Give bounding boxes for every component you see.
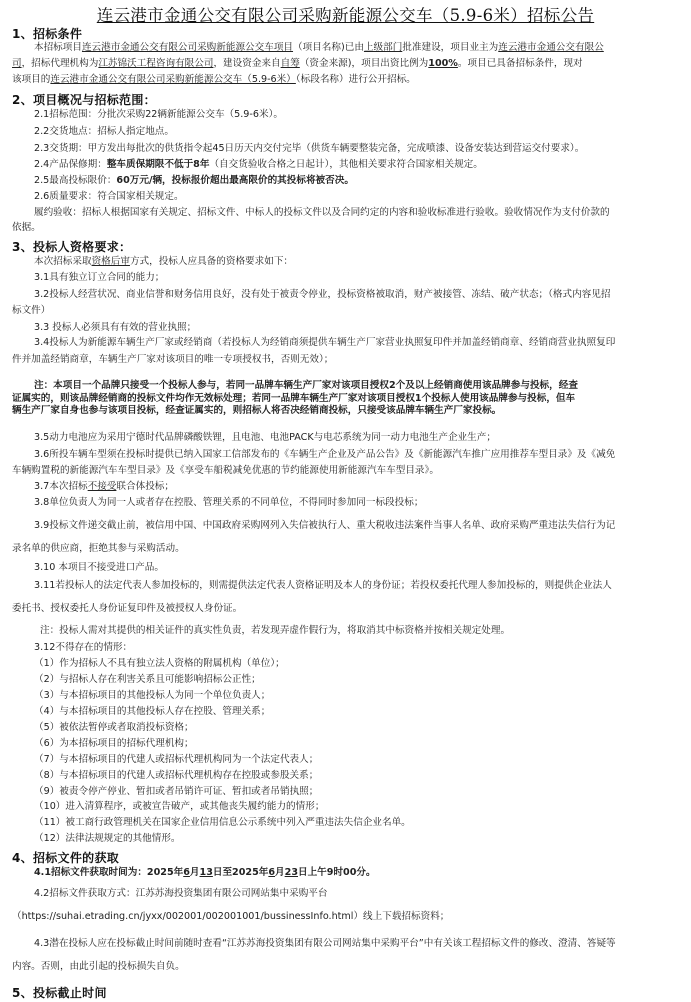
s3-req-3-3: 3.3 投标人必须具有有效的营业执照； — [34, 322, 197, 333]
s3-case-8: （8）与本招标项目的代建人或招标代理机构存在控股或参股关系； — [34, 770, 319, 781]
s3-req-3-11-line-1: 3.11若投标人的法定代表人参加投标的，则需提供法定代表人资格证明及本人的身份证；若投权委托代理人参加投标的，则提供企业法人 — [34, 580, 612, 591]
s2-item-2-6: 2.6质量要求：符合国家相关规定。 — [34, 191, 184, 202]
s4-download-url: （https://suhai.etrading.cn/jyxx/002001/002001001/bussinessInfo.html）线上下载招标资料； — [12, 911, 450, 922]
s2-item-2-2: 2.2交货地点：招标人指定地点。 — [34, 126, 174, 137]
s3-note-authenticity: 注：投标人需对其提供的相关证件的真实性负责，若发现弄虚作假行为，将取消其中标资格并按相关规定处理。 — [40, 625, 511, 636]
s3-note-line-3: 辆生产厂家自身也参与该项目投标，经查证属实的，则招标人将否决经销商投标，只接受该品牌车辆生产厂家投标。 — [12, 405, 502, 416]
s3-req-3-10: 3.10 本项目不接受进口产品。 — [34, 562, 164, 573]
s3-case-3: （3）与本招标项目的其他投标人为同一个单位负责人； — [34, 690, 271, 701]
s3-req-3-2-line-2: 标文件） — [12, 305, 51, 316]
s3-note-line-1: 注：本项目一个品牌只接受一个投标人参与，若同一品牌车辆生产厂家对该项目授权2个及以上经销商使用该品牌参与投标，经查 — [34, 380, 578, 391]
s3-case-11: （11）被工商行政管理机关在国家企业信用信息公示系统中列入严重违法失信企业名单。 — [34, 817, 411, 828]
s2-item-2-5: 2.5最高投标限价：60万元/辆，投标报价超出最高限价的其投标将被否决。 — [34, 175, 354, 186]
s4-item-4-1: 4.1招标文件获取时间为：2025年6月13日至2025年6月23日上午9时00分。 — [34, 867, 376, 878]
s3-req-3-4-line-2: 件并加盖经销商章，车辆生产厂家对该项目的唯一专项授权书，否则无效）； — [12, 354, 334, 365]
s3-req-3-6-line-1: 3.6所投车辆车型须在投标时提供已纳入国家工信部发布的《车辆生产企业及产品公告》及《新能源汽车推广应用推荐车型目录》及《减免 — [34, 449, 616, 460]
s3-case-7: （7）与本招标项目的代建人或招标代理机构同为一个法定代表人； — [34, 754, 319, 765]
s3-case-6: （6）为本招标项目的招标代理机构； — [34, 738, 194, 749]
section-2-heading: 2、项目概况与招标范围： — [12, 93, 156, 107]
s1-line-2: 司，招标代理机构为江苏锦沃工程咨询有限公司，建设资金来自自筹（资金来源)，项目出资比例为100%。项目已具备招标条件，现对 — [12, 58, 583, 69]
section-5-heading: 5、投标截止时间 — [12, 986, 107, 1000]
s4-item-4-3-line-2: 内容。否则，由此引起的投标损失自负。 — [12, 961, 185, 972]
s3-req-3-8: 3.8单位负责人为同一人或者存在控股、管理关系的不同单位，不得同时参加同一标段投标； — [34, 497, 424, 508]
section-1-heading: 1、招标条件 — [12, 27, 83, 41]
s3-case-5: （5）被依法暂停或者取消投标资格； — [34, 722, 194, 733]
s2-item-2-1: 2.1招标范围：分批次采购22辆新能源公交车（5.9-6米）。 — [34, 109, 283, 120]
s3-req-3-6-line-2: 车辆购置税的新能源汽车车型目录》及《享受车船税减免优惠的节约能源使用新能源汽车车型目录》。 — [12, 465, 439, 476]
s3-case-1: （1）作为招标人不具有独立法人资格的附属机构（单位）； — [34, 658, 285, 669]
s3-case-9: （9）被责令停产停业、暂扣或者吊销许可证、暂扣或者吊销执照； — [34, 786, 319, 797]
s2-item-2-4: 2.4产品保修期：整车质保期限不低于8年（自交货验收合格之日起计），其他相关要求符合国家相关规定。 — [34, 159, 483, 170]
s3-case-10: （10）进入清算程序，或被宣告破产，或其他丧失履约能力的情形； — [34, 801, 325, 812]
s2-acceptance-line-2: 依据。 — [12, 222, 41, 233]
s3-case-4: （4）与本招标项目的其他投标人存在控股、管理关系； — [34, 706, 271, 717]
s3-note-line-2: 证属实的，则该品牌经销商的投标文件均作无效标处理；若同一品牌车辆生产厂家对该项目授权1个投标人使用该品牌参与投标，但车 — [12, 393, 576, 404]
s3-req-3-2-line-1: 3.2投标人经营状况、商业信誉和财务信用良好，没有处于被责令停业，投标资格被取消，财产被接管、冻结、破产状态；（格式内容见招 — [34, 289, 611, 300]
s3-case-2: （2）与招标人存在利害关系且可能影响招标公正性； — [34, 674, 261, 685]
s1-line-1: 本招标项目连云港市金通公交有限公司采购新能源公交车项目（项目名称)已由上级部门批准建设，项目业主为连云港市金通公交有限公 — [34, 42, 604, 53]
s1-line-3: 该项目的连云港市金通公交有限公司采购新能源公交车（5.9-6米）（标段名称）进行公开招标。 — [12, 74, 416, 85]
s3-req-3-9-line-1: 3.9投标文件递交截止前，被信用中国、中国政府采购网列入失信被执行人、重大税收违法案件当事人名单、政府采购严重违法失信行为记 — [34, 520, 616, 531]
s3-req-3-5: 3.5动力电池应为采用宁德时代品牌磷酸铁锂，且电池、电池PACK与电芯系统为同一动力电池生产企业生产； — [34, 432, 496, 443]
s2-acceptance-line-1: 履约验收：招标人根据国家有关规定、招标文件、中标人的投标文件以及合同约定的内容和验收标准进行验收。验收情况作为支付价款的 — [34, 207, 610, 218]
s4-item-4-2: 4.2招标文件获取方式：江苏苏海投资集团有限公司网站集中采购平台 — [34, 888, 328, 899]
s3-req-3-9-line-2: 录名单的供应商，拒绝其参与采购活动。 — [12, 543, 185, 554]
s3-req-3-11-line-2: 委托书、授权委托人身份证复印件及被授权人身份证。 — [12, 603, 243, 614]
section-4-heading: 4、招标文件的获取 — [12, 851, 120, 865]
s4-item-4-3-line-1: 4.3潜在投标人应在投标截止时间前随时查看“江苏苏海投资集团有限公司网站集中采购平台”中有关该工程招标文件的修改、澄清、答疑等 — [34, 938, 616, 949]
s3-req-3-1: 3.1具有独立订立合同的能力； — [34, 272, 165, 283]
s3-req-3-7: 3.7本次招标不接受联合体投标； — [34, 481, 174, 492]
s2-item-2-3: 2.3交货期：甲方发出每批次的供货指令起45日历天内交付完毕（供货车辆要整装完备，完成喷漆、设备安装达到营运交付要求）。 — [34, 143, 585, 154]
s3-intro: 本次招标采取资格后审方式，投标人应具备的资格要求如下： — [34, 256, 294, 267]
section-3-heading: 3、投标人资格要求： — [12, 240, 132, 254]
s3-req-3-12: 3.12不得存在的情形： — [34, 642, 133, 653]
page-title: 连云港市金通公交有限公司采购新能源公交车（5.9-6米）招标公告 — [96, 6, 595, 25]
s3-case-12: （12）法律法规规定的其他情形。 — [34, 833, 181, 844]
s3-req-3-4-line-1: 3.4投标人为新能源车辆生产厂家或经销商（若投标人为经销商须提供车辆生产厂家营业执照复印件并加盖经销商章、经销商营业执照复印 — [34, 337, 616, 348]
